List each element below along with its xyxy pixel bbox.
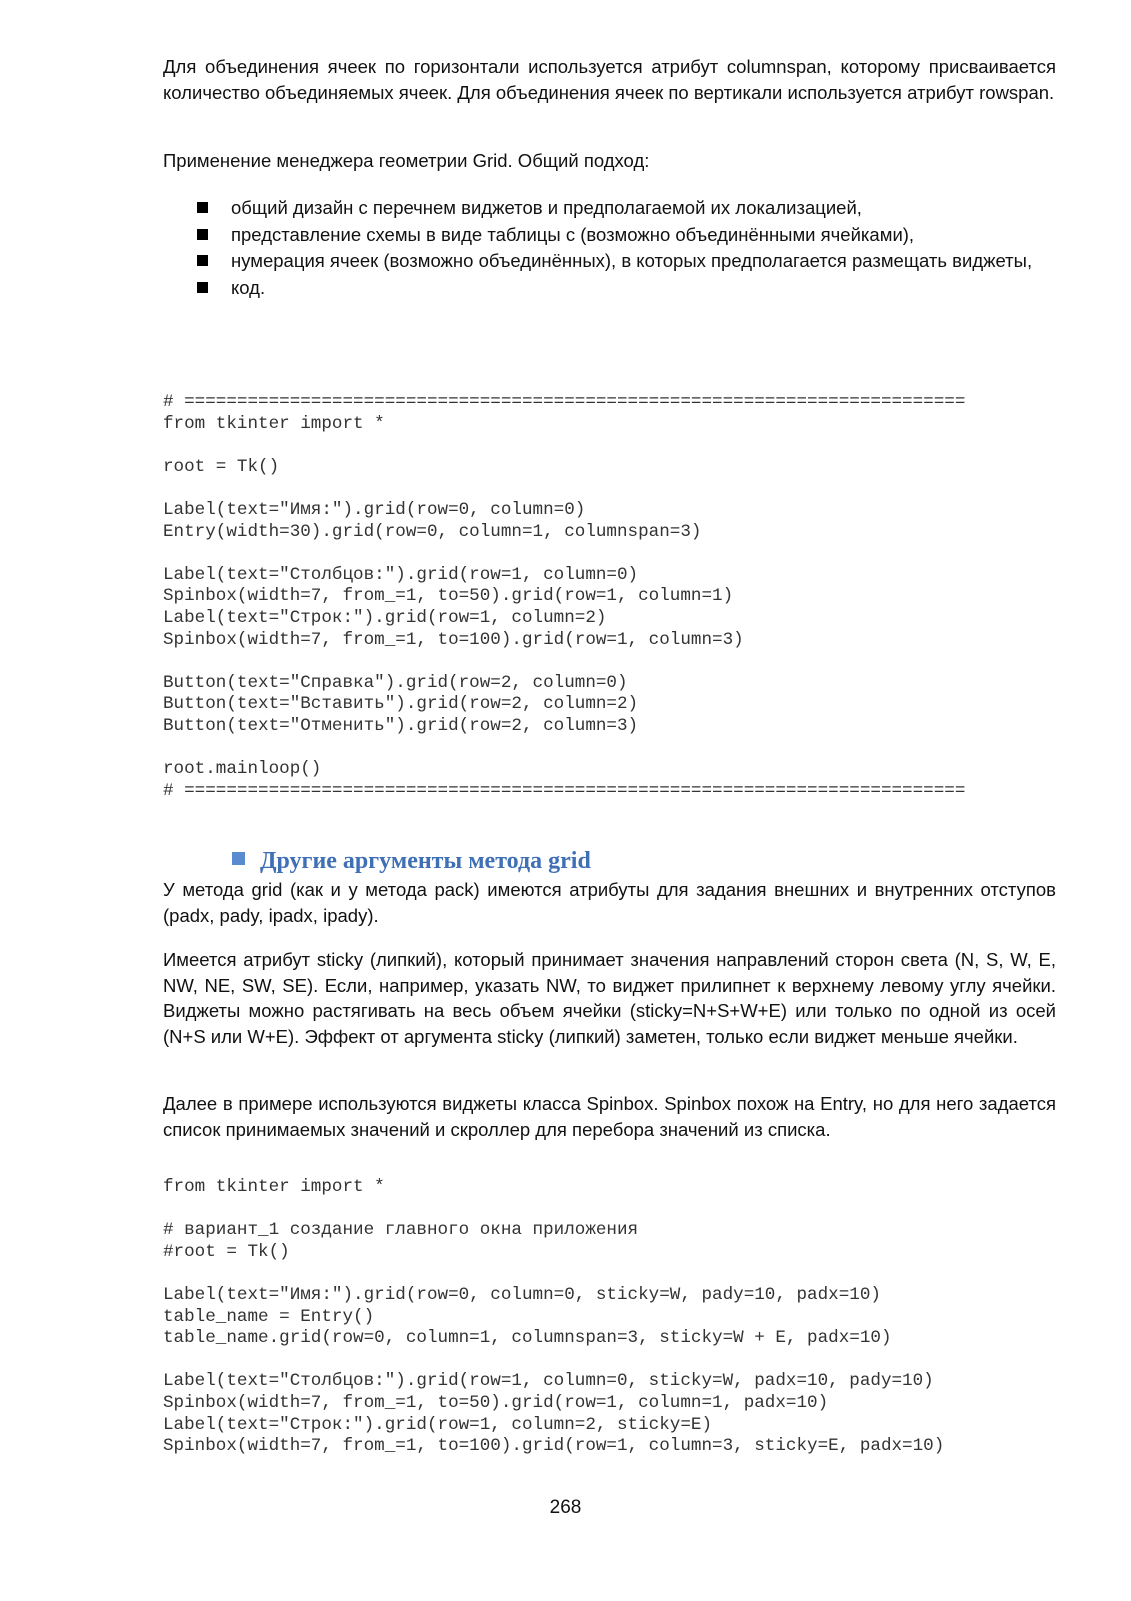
code-listing-grid-sticky: from tkinter import * # вариант_1 создание главного окна приложения #root = Tk() Label(text="Имя:").grid(row=0, column=0, sticky=W, pady=10, padx=10) table_name = Entry() table_name.grid(row=0, column=1, columnspan=3, sticky=W + E, padx=10) Label(text="Столбцов:").grid(row=1, column=0, sticky=W, padx=10, pady=10) Spinbox(width=7, from_=1, to=50).grid(row=1, column=1, padx=10) Label(text="Строк:").grid(row=1, column=2, sticky=E) Spinbox(width=7, from_=1, to=100).grid(row=1, column=3, sticky=E, padx=10): [163, 1177, 945, 1457]
square-bullet-icon: [197, 229, 208, 240]
paragraph-padding: У метода grid (как и у метода pack) имеются атрибуты для задания внешних и внутренних отступов (padx, pady, ipadx, ipady).: [163, 879, 1056, 926]
approach-list: [163, 195, 1056, 301]
square-bullet-icon: [197, 202, 208, 213]
section-heading: Другие аргументы метода grid: [232, 846, 591, 876]
paragraph-grid-approach: Применение менеджера геометрии Grid. Общий подход:: [163, 150, 650, 171]
paragraph-columnspan: Для объединения ячеек по горизонтали используется атрибут columnspan, которому присваивается количество объединяемых ячеек. Для объединения ячеек по вертикали используется атрибут rowspan.: [163, 56, 1056, 103]
list-item: общий дизайн с перечнем виджетов и предполагаемой их локализацией,: [163, 195, 1056, 222]
square-bullet-icon: [197, 255, 208, 266]
code-listing-grid-basic: # ========================================================================== from tkinter import * root = Tk() Label(text="Имя:").grid(row=0, column=0) Entry(width=30).grid(row=0, column=1, columnspan=3) Label(text="Столбцов:").grid(row=1, column=0) Spinbox(width=7, from_=1, to=50).grid(row=1, column=1) Label(text="Строк:").grid(row=1, column=2) Spinbox(width=7, from_=1, to=100).grid(row=1, column=3) Button(text="Справка").grid(row=2, column=0) Button(text="Вставить").grid(row=2, column=2) Button(text="Отменить").grid(row=2, column=3) root.mainloop() # ==========================================================================: [163, 392, 966, 801]
square-bullet-icon: [197, 282, 208, 293]
list-item: представление схемы в виде таблицы с (возможно объединёнными ячейками),: [163, 222, 1056, 249]
paragraph-spinbox: Далее в примере используются виджеты класса Spinbox. Spinbox похож на Entry, но для него задается список принимаемых значений и скроллер для перебора значений из списка.: [163, 1093, 1056, 1140]
list-item: нумерация ячеек (возможно объединённых), в которых предполагается размещать виджеты,: [163, 248, 1056, 275]
list-item: код.: [163, 275, 1056, 302]
square-heading-icon: [232, 852, 245, 865]
page-number: 268: [549, 1497, 582, 1518]
paragraph-sticky: Имеется атрибут sticky (липкий), который принимает значения направлений сторон света (N, S, W, E, NW, NE, SW, SE). Если, например, указать NW, то виджет прилипнет к верхнему левому углу ячейки. Виджеты можно растягивать на весь объем ячейки (sticky=N+S+W+E) или только по одной из осей (N+S или W+E). Эффект от аргумента sticky (липкий) заметен, только если виджет меньше ячейки.: [163, 949, 1056, 1047]
